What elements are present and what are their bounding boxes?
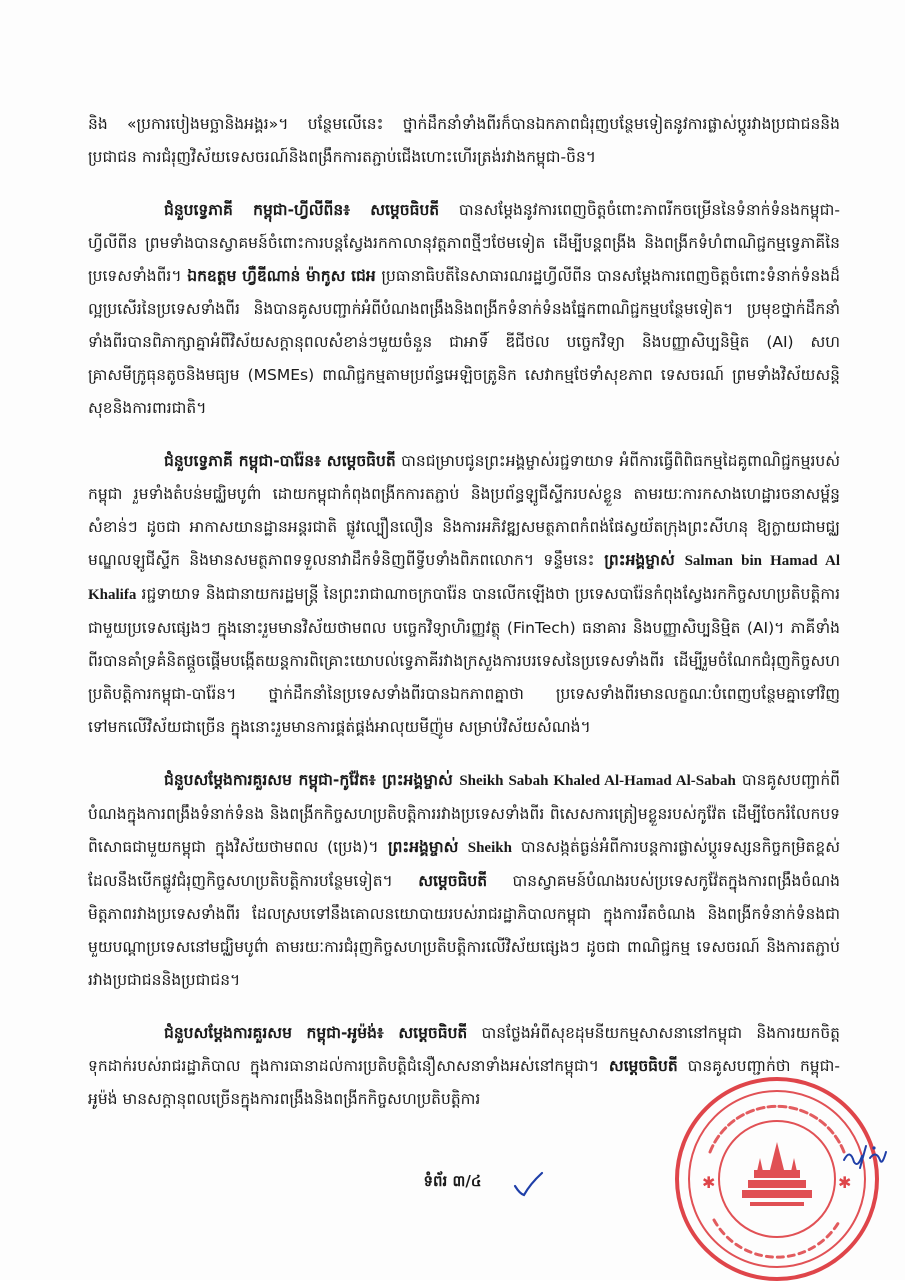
svg-text:✱: ✱ [838,1173,852,1192]
oman-text-b: បានគូសបញ្ជាក់ថា កម្ពុជា-អូម៉ង់ មានសក្តានុពលច្រើនក្នុងការពង្រឹងនិងពង្រីកកិច្ចសហប្រតិបត្តិការ [88,1057,840,1108]
checkmark-icon [512,1170,544,1198]
philippines-text-b: ប្រធានាធិបតីនៃសាធារណរដ្ឋហ្វីលីពីន បានសម្តែងការពេញចិត្តចំពោះទំនាក់ទំនងដ៏ល្អប្រសើរនៃប្រទេសទាំងពីរ និងបានគូសបញ្ជាក់អំពីបំណងពង្រឹងនិងពង្រីកទំនាក់ទំនងផ្នែកពាណិជ្ជកម្មបន្ថែមទៀត។ ប្រមុខថ្នាក់ដឹកនាំទាំងពីរបានពិភាក្សាគ្នាអំពីវិស័យសក្តានុពលសំខាន់ៗមួយចំនួន ជាអាទិ៍ ឌីជីថល បច្ចេកវិទ្យា និងបញ្ញាសិប្បនិម្មិត (AI) សហគ្រាសមីក្រូធុនតូចនិងមធ្យម (MSMEs) ពាណិជ្ជកម្មតាមប្រព័ន្ធអេឡិចត្រូនិក សេវាកម្មថែទាំសុខភាព ទេសចរណ៍ ព្រមទាំងវិស័យសន្តិសុខនិងការពារជាតិ។ [88,267,840,417]
philippines-heading: ជំនួបទ្វេភាគី កម្ពុជា-ហ្វីលីពីន៖ សម្តេចធិបតី [164,201,440,219]
document-body [88,108,840,1136]
kuwait-text-b: បានសង្កត់ធ្ងន់អំពីការបន្តការផ្លាស់ប្តូរទស្សនកិច្ចកម្រិតខ្ពស់ ដែលនឹងបើកផ្លូវជំរុញកិច្ចសហប្រតិបត្តិការបន្ថែមទៀត។ [88,838,840,890]
philippines-president-name: ឯកឧត្តម ហ្វឺឌីណាន់ ម៉ាកូស ជេអ [181,267,382,285]
paragraph-bahrain [88,445,840,744]
kuwait-text-c: បានស្វាគមន៍បំណងរបស់ប្រទេសកូវ៉ែតក្នុងការពង្រឹងចំណងមិត្តភាពរវាងប្រទេសទាំងពីរ ដែលស្របទៅនឹងគោលនយោបាយរបស់រាជរដ្ឋាភិបាលកម្ពុជា ក្នុងការរឹតចំណង និងពង្រីកទំនាក់ទំនងជាមួយបណ្តាប្រទេសនៅមជ្ឈិមបូព៌ា តាមរយៈការជំរុញកិច្ចសហប្រតិបត្តិការលើវិស័យផ្សេងៗ ដូចជា ពាណិជ្ជកម្ម ទេសចរណ៍ និងការតភ្ជាប់រវាងប្រជាជននិងប្រជាជន។ [88,872,840,989]
oman-samdech: សម្តេចធិបតី [598,1057,688,1075]
kuwait-title: ព្រះអង្គម្ចាស់ [378,838,468,856]
bahrain-text-b: រជ្ជទាយាទ និងជានាយករដ្ឋមន្ត្រី នៃព្រះរាជាណាចក្របារ៉ែន បានលើកឡើងថា ប្រទេសបារ៉ែនកំពុងស្វែងរកកិច្ចសហប្រតិបត្តិការជាមួយប្រទេសផ្សេងៗ ក្នុងនោះរួមមានវិស័យថាមពល បច្ចេកវិទ្យាហិរញ្ញវត្ថុ (FinTech) ធនាគារ និងបញ្ញាសិប្បនិម្មិត (AI)។ ភាគីទាំងពីរបានគាំទ្រគំនិតផ្តួចផ្តើមបង្កើតយន្តការពិគ្រោះយោបល់ទ្វេភាគីរវាងក្រសួងការបរទេសនៃប្រទេសទាំងពីរ ដើម្បីរួមចំណែកជំរុញកិច្ចសហប្រតិបត្តិការកម្ពុជា-បារ៉ែន។ ថ្នាក់ដឹកនាំនៃប្រទេសទាំងពីរបានឯកភាពគ្នាថា ប្រទេសទាំងពីរមានលក្ខណៈបំពេញបន្ថែមគ្នាទៅវិញទៅមកលើវិស័យជាច្រើន ក្នុងនោះរួមមានការផ្គត់ផ្គង់អាលុយមីញ៉ូម សម្រាប់វិស័យសំណង់។ [88,585,840,736]
paragraph-1 [88,108,840,174]
oman-heading: ជំនួបសម្តែងការគួរសម កម្ពុជា-អូម៉ង់៖ សម្តេចធិបតី [164,1024,468,1042]
bahrain-heading: ជំនួបទ្វេភាគី កម្ពុជា-បារ៉ែន៖ សម្តេចធិបតី [164,452,396,470]
svg-text:✱: ✱ [702,1173,716,1192]
bahrain-text-a: បានជម្រាបជូនព្រះអង្គម្ចាស់រជ្ជទាយាទ អំពីការធ្វើពិពិធកម្មដៃគូពាណិជ្ជកម្មរបស់កម្ពុជា រួមទាំងតំបន់មជ្ឈិមបូព៌ា ដោយកម្ពុជាកំពុងពង្រីកការតភ្ជាប់ និងប្រព័ន្ធឡូជីស្ទីករបស់ខ្លួន តាមរយៈការកសាងហេដ្ឋារចនាសម្ព័ន្ធសំខាន់ៗ ដូចជា អាកាសយានដ្ឋានអន្តរជាតិ ផ្លូវល្បឿនលឿន និងការអភិវឌ្ឍសមត្ថភាពកំពង់ផែស្វយ័តក្រុងព្រះសីហនុ ឱ្យក្លាយជាមជ្ឈមណ្ឌលឡូជីស្ទីក និងមានសមត្ថភាពទទួលនាវាដឹកទំនិញពីទ្វីបទាំងពិភពលោក។ ទន្ទឹមនេះ [88,452,841,569]
handwritten-initials-icon [840,1138,890,1174]
paragraph-1-text: និង «ប្រការបៀងមច្ឆានិងអង្គរ»។ បន្ថែមលើនេះ ថ្នាក់ដឹកនាំទាំងពីរក៏បានឯកភាពជំរុញបន្ថែមទៀតនូវការផ្លាស់ប្តូរវាងប្រជាជននិងប្រជាជន ការជំរុញវិស័យទេសចរណ៍និងពង្រឹកការតភ្ជាប់ជើងហោះហើរត្រង់រវាងកម្ពុជា-ចិន។ [88,115,840,166]
official-seal-icon [670,1072,885,1287]
philippines-text-a: បានសម្តែងនូវការពេញចិត្តចំពោះភាពរីកចម្រើននៃទំនាក់ទំនងកម្ពុជា-ហ្វីលីពីន ព្រមទាំងបានស្វាគមន៍ចំពោះការបន្តស្វែងរកកាលានុវត្តភាពថ្មីៗថែមទៀត ដើម្បីបន្តពង្រីង និងពង្រីកទំហំពាណិជ្ជកម្មទ្វេភាគីនៃប្រទេសទាំងពីរ។ [88,201,840,285]
oman-text-a: បានថ្លែងអំពីសុខដុមនីយកម្មសាសនានៅកម្ពុជា និងការយកចិត្តទុកដាក់របស់រាជរដ្ឋាភិបាល ក្នុងការធានាដល់ការប្រតិបត្តិជំនឿសាសនាទាំងអស់នៅកម្ពុជា។ [88,1024,840,1075]
paragraph-kuwait [88,764,840,997]
bahrain-title: ព្រះអង្គម្ចាស់ [594,551,685,569]
kuwait-samdech: សម្តេចធិបតី [392,872,513,890]
kuwait-text-a: បានគូសបញ្ជាក់ពីបំណងក្នុងការពង្រឹងទំនាក់ទំនង និងពង្រីកកិច្ចសហប្រតិបត្តិការរវាងប្រទេសទាំងពីរ ពិសេសការត្រៀមខ្លួនរបស់កូវ៉ែត ដើម្បីចែករំលែកបទពិសោធជាមួយកម្ពុជា ក្នុងវិស័យថាមពល (ប្រេង)។ [88,771,841,856]
page-number: ទំព័រ ៣/៤ [423,1172,482,1190]
bahrain-crown-prince-name: Salman bin Hamad Al Khalifa [88,553,840,603]
kuwait-heading: ជំនួបសម្តែងការគួរសម កម្ពុជា-កូវ៉ែត៖ ព្រះអង្គម្ចាស់ [164,771,460,789]
kuwait-sheikh-short: Sheikh [467,840,512,856]
paragraph-philippines [88,194,840,425]
kuwait-sheikh-name: Sheikh Sabah Khaled Al-Hamad Al-Sabah [459,773,736,789]
